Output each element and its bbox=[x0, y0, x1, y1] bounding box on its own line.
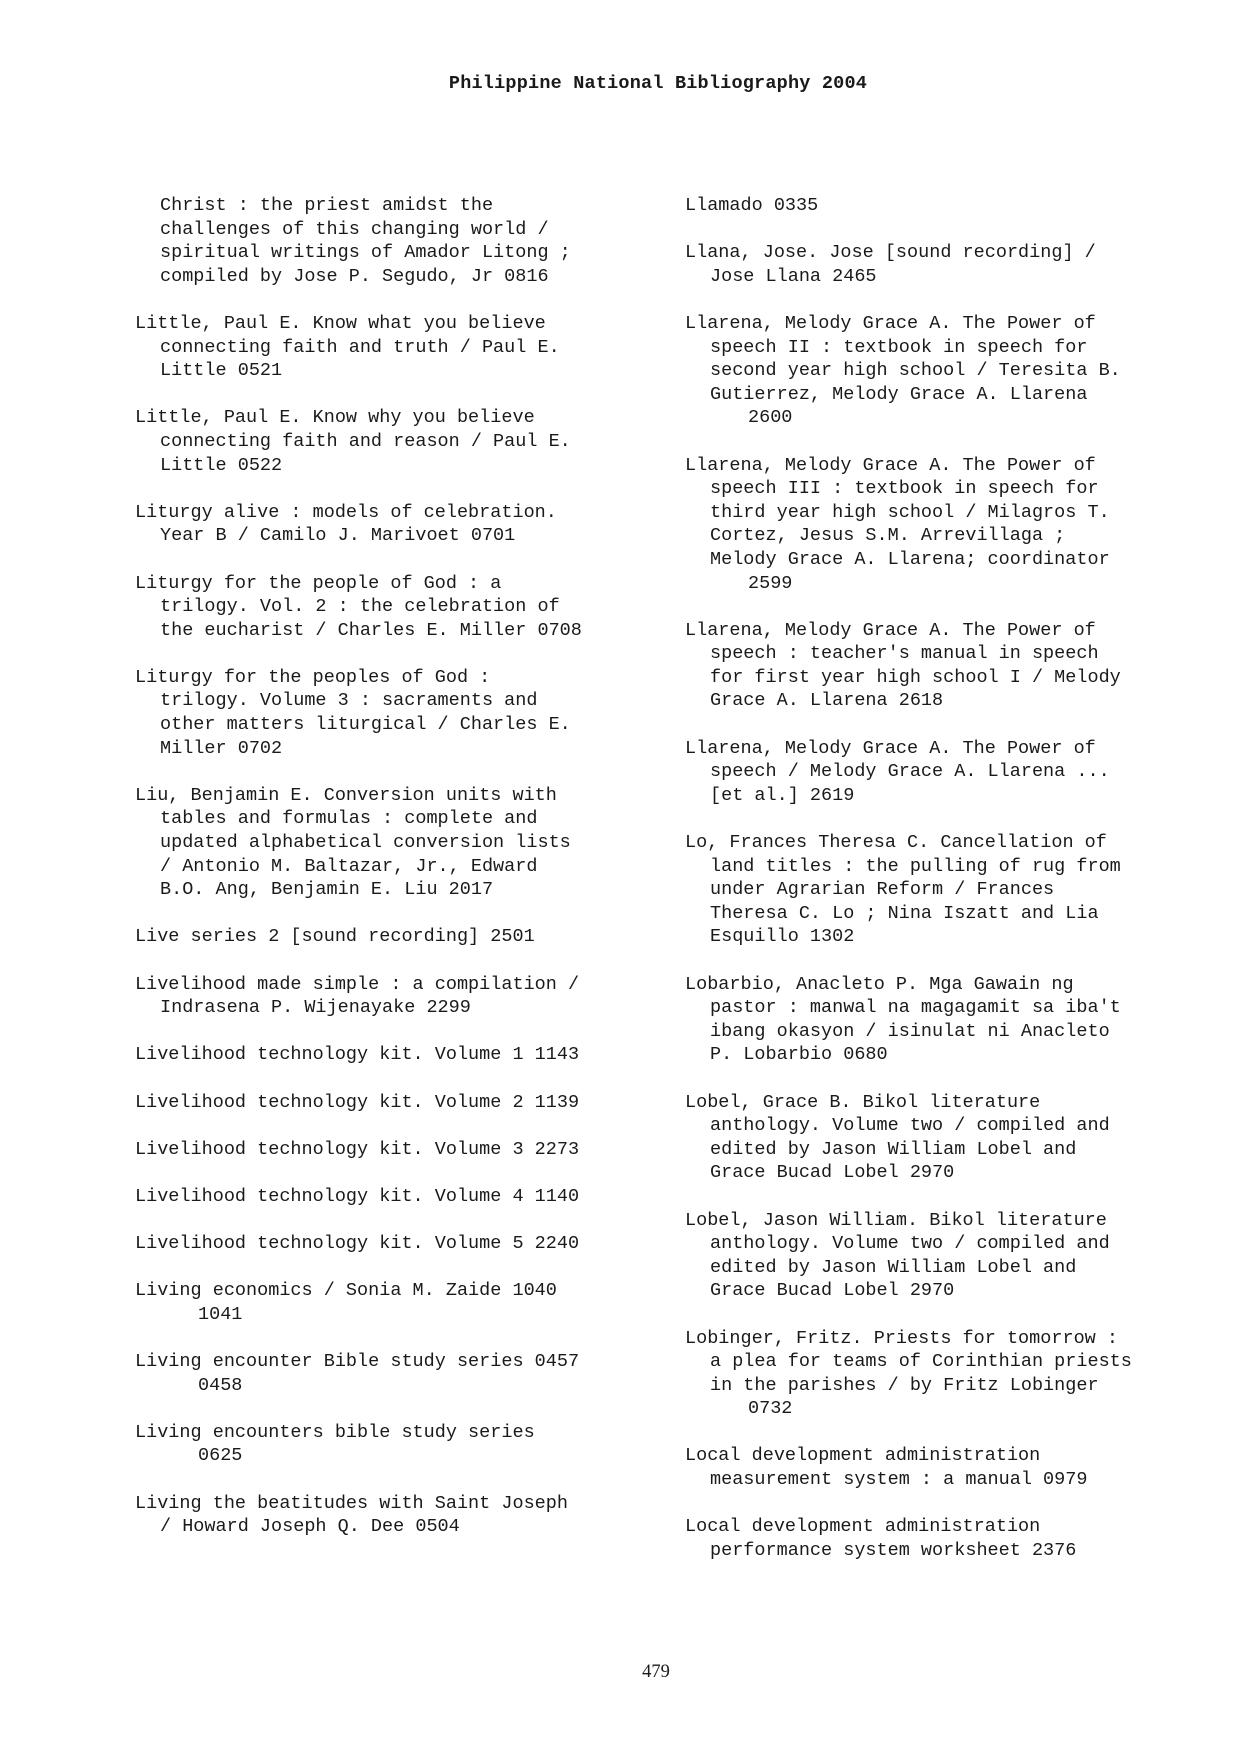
entry-line: edited by Jason William Lobel and bbox=[710, 1256, 1077, 1278]
index-entry bbox=[685, 1444, 1240, 1491]
entry-line: trilogy. Vol. 2 : the celebration of bbox=[160, 596, 560, 618]
entry-line: Llana, Jose. Jose [sound recording] / bbox=[685, 242, 1096, 264]
entry-record-number: 0732 bbox=[748, 1398, 793, 1420]
page-number: 479 bbox=[642, 1662, 670, 1682]
entry-line: Local development administration bbox=[685, 1516, 1041, 1538]
left-column bbox=[135, 194, 695, 1562]
index-entry bbox=[135, 1421, 695, 1468]
entry-line: Melody Grace A. Llarena; coordinator bbox=[710, 548, 1110, 570]
entry-line: Little, Paul E. Know what you believe bbox=[135, 312, 546, 334]
entry-line: / Antonio M. Baltazar, Jr., Edward bbox=[160, 855, 538, 877]
entry-line: [et al.] 2619 bbox=[710, 784, 855, 806]
index-entry bbox=[135, 925, 695, 949]
entry-line: Livelihood made simple : a compilation / bbox=[135, 973, 580, 995]
index-entry bbox=[685, 454, 1240, 596]
entry-line: updated alphabetical conversion lists bbox=[160, 832, 571, 854]
index-entry bbox=[685, 973, 1240, 1067]
index-entry bbox=[135, 406, 695, 477]
entry-line: Miller 0702 bbox=[160, 737, 283, 759]
index-entry bbox=[135, 1138, 695, 1162]
entry-line: Lo, Frances Theresa C. Cancellation of bbox=[685, 832, 1107, 854]
entry-line: ibang okasyon / isinulat ni Anacleto bbox=[710, 1020, 1110, 1042]
entry-line: Living the beatitudes with Saint Joseph bbox=[135, 1492, 568, 1514]
entry-line: Little 0522 bbox=[160, 454, 283, 476]
entry-line: third year high school / Milagros T. bbox=[710, 501, 1110, 523]
index-entry bbox=[135, 501, 695, 548]
entry-line: Living encounter Bible study series 0457 bbox=[135, 1351, 580, 1373]
entry-line: Grace Bucad Lobel 2970 bbox=[710, 1280, 955, 1302]
index-entry bbox=[685, 312, 1240, 430]
entry-line: Livelihood technology kit. Volume 3 2273 bbox=[135, 1138, 580, 1160]
entry-line: Llamado 0335 bbox=[685, 195, 819, 216]
entry-line: challenges of this changing world / bbox=[160, 218, 549, 240]
entry-line: Living encounters bible study series bbox=[135, 1421, 535, 1443]
entry-line: the eucharist / Charles E. Miller 0708 bbox=[160, 619, 582, 641]
entry-record-number: 1041 bbox=[198, 1303, 243, 1325]
entry-line: tables and formulas : complete and bbox=[160, 808, 538, 830]
entry-line: Livelihood technology kit. Volume 2 1139 bbox=[135, 1091, 580, 1113]
index-entry bbox=[135, 1091, 695, 1115]
index-entry bbox=[135, 1279, 695, 1326]
entry-line: for first year high school I / Melody bbox=[710, 666, 1121, 688]
right-column bbox=[685, 194, 1240, 1586]
entry-line: Theresa C. Lo ; Nina Iszatt and Lia bbox=[710, 902, 1099, 924]
index-entry bbox=[685, 831, 1240, 949]
entry-line: speech / Melody Grace A. Llarena ... bbox=[710, 761, 1110, 783]
index-entry bbox=[685, 1327, 1240, 1421]
entry-line: Lobel, Jason William. Bikol literature bbox=[685, 1209, 1107, 1231]
index-entry bbox=[685, 1091, 1240, 1185]
entry-line: second year high school / Teresita B. bbox=[710, 360, 1121, 382]
entry-line: Indrasena P. Wijenayake 2299 bbox=[160, 997, 471, 1019]
index-entry bbox=[135, 1043, 695, 1067]
index-entry bbox=[685, 194, 1240, 218]
entry-line: Liu, Benjamin E. Conversion units with bbox=[135, 784, 557, 806]
index-entry bbox=[135, 784, 695, 902]
entry-line: compiled by Jose P. Segudo, Jr 0816 bbox=[160, 265, 549, 287]
entry-line: Cortez, Jesus S.M. Arrevillaga ; bbox=[710, 525, 1066, 547]
index-entry bbox=[135, 973, 695, 1020]
entry-line: Livelihood technology kit. Volume 5 2240 bbox=[135, 1233, 580, 1255]
entry-line: Liturgy for the people of God : a bbox=[135, 572, 502, 594]
entry-record-number: 0458 bbox=[198, 1374, 243, 1396]
entry-line: connecting faith and truth / Paul E. bbox=[160, 336, 560, 358]
entry-line: speech III : textbook in speech for bbox=[710, 478, 1099, 500]
entry-line: spiritual writings of Amador Litong ; bbox=[160, 242, 571, 264]
index-entry bbox=[685, 1515, 1240, 1562]
entry-line: Grace Bucad Lobel 2970 bbox=[710, 1162, 955, 1184]
entry-line: Llarena, Melody Grace A. The Power of bbox=[685, 312, 1096, 334]
entry-line: measurement system : a manual 0979 bbox=[710, 1469, 1088, 1491]
entry-line: / Howard Joseph Q. Dee 0504 bbox=[160, 1516, 460, 1538]
entry-line: Living economics / Sonia M. Zaide 1040 bbox=[135, 1280, 557, 1302]
entry-line: Llarena, Melody Grace A. The Power of bbox=[685, 454, 1096, 476]
entry-line: Year B / Camilo J. Marivoet 0701 bbox=[160, 525, 516, 547]
entry-line: edited by Jason William Lobel and bbox=[710, 1138, 1077, 1160]
entry-line: Liturgy alive : models of celebration. bbox=[135, 501, 557, 523]
entry-line: connecting faith and reason / Paul E. bbox=[160, 430, 571, 452]
index-entry bbox=[685, 619, 1240, 713]
entry-line: Live series 2 [sound recording] 2501 bbox=[135, 926, 535, 948]
entry-line: Gutierrez, Melody Grace A. Llarena bbox=[710, 383, 1088, 405]
entry-line: speech : teacher's manual in speech bbox=[710, 643, 1099, 665]
index-entry bbox=[135, 312, 695, 383]
entry-line: anthology. Volume two / compiled and bbox=[710, 1233, 1110, 1255]
entry-line: P. Lobarbio 0680 bbox=[710, 1044, 888, 1066]
entry-line: land titles : the pulling of rug from bbox=[710, 855, 1121, 877]
entry-line: Livelihood technology kit. Volume 1 1143 bbox=[135, 1044, 580, 1066]
entry-line: anthology. Volume two / compiled and bbox=[710, 1115, 1110, 1137]
entry-line: pastor : manwal na magagamit sa iba't bbox=[710, 997, 1121, 1019]
entry-line: Llarena, Melody Grace A. The Power of bbox=[685, 619, 1096, 641]
index-entry bbox=[685, 1209, 1240, 1303]
index-entry bbox=[685, 737, 1240, 808]
index-entry bbox=[685, 241, 1240, 288]
entry-line: Christ : the priest amidst the bbox=[160, 195, 494, 216]
entry-line: in the parishes / by Fritz Lobinger bbox=[710, 1374, 1099, 1396]
entry-line: Liturgy for the peoples of God : bbox=[135, 666, 491, 688]
entry-line: Lobarbio, Anacleto P. Mga Gawain ng bbox=[685, 973, 1074, 995]
entry-line: Little, Paul E. Know why you believe bbox=[135, 407, 535, 429]
entry-line: Local development administration bbox=[685, 1445, 1041, 1467]
index-entry bbox=[135, 194, 695, 288]
entry-line: Grace A. Llarena 2618 bbox=[710, 690, 944, 712]
entry-line: Lobinger, Fritz. Priests for tomorrow : bbox=[685, 1327, 1118, 1349]
entry-line: Livelihood technology kit. Volume 4 1140 bbox=[135, 1185, 580, 1207]
entry-record-number: 2600 bbox=[748, 407, 793, 429]
entry-record-number: 2599 bbox=[748, 572, 793, 594]
entry-line: Little 0521 bbox=[160, 360, 283, 382]
entry-line: under Agrarian Reform / Frances bbox=[710, 879, 1055, 901]
entry-line: other matters liturgical / Charles E. bbox=[160, 714, 571, 736]
entry-line: trilogy. Volume 3 : sacraments and bbox=[160, 690, 538, 712]
index-entry bbox=[135, 572, 695, 643]
index-entry bbox=[135, 666, 695, 760]
entry-record-number: 0625 bbox=[198, 1445, 243, 1467]
entry-line: a plea for teams of Corinthian priests bbox=[710, 1351, 1132, 1373]
entry-line: speech II : textbook in speech for bbox=[710, 336, 1088, 358]
entry-line: Jose Llana 2465 bbox=[710, 265, 877, 287]
entry-line: Llarena, Melody Grace A. The Power of bbox=[685, 737, 1096, 759]
index-entry bbox=[135, 1232, 695, 1256]
index-entry bbox=[135, 1185, 695, 1209]
index-entry bbox=[135, 1492, 695, 1539]
entry-line: Esquillo 1302 bbox=[710, 926, 855, 948]
index-entry bbox=[135, 1350, 695, 1397]
entry-line: B.O. Ang, Benjamin E. Liu 2017 bbox=[160, 879, 494, 901]
entry-line: performance system worksheet 2376 bbox=[710, 1539, 1077, 1561]
entry-line: Lobel, Grace B. Bikol literature bbox=[685, 1091, 1041, 1113]
page-title: Philippine National Bibliography 2004 bbox=[448, 73, 868, 94]
